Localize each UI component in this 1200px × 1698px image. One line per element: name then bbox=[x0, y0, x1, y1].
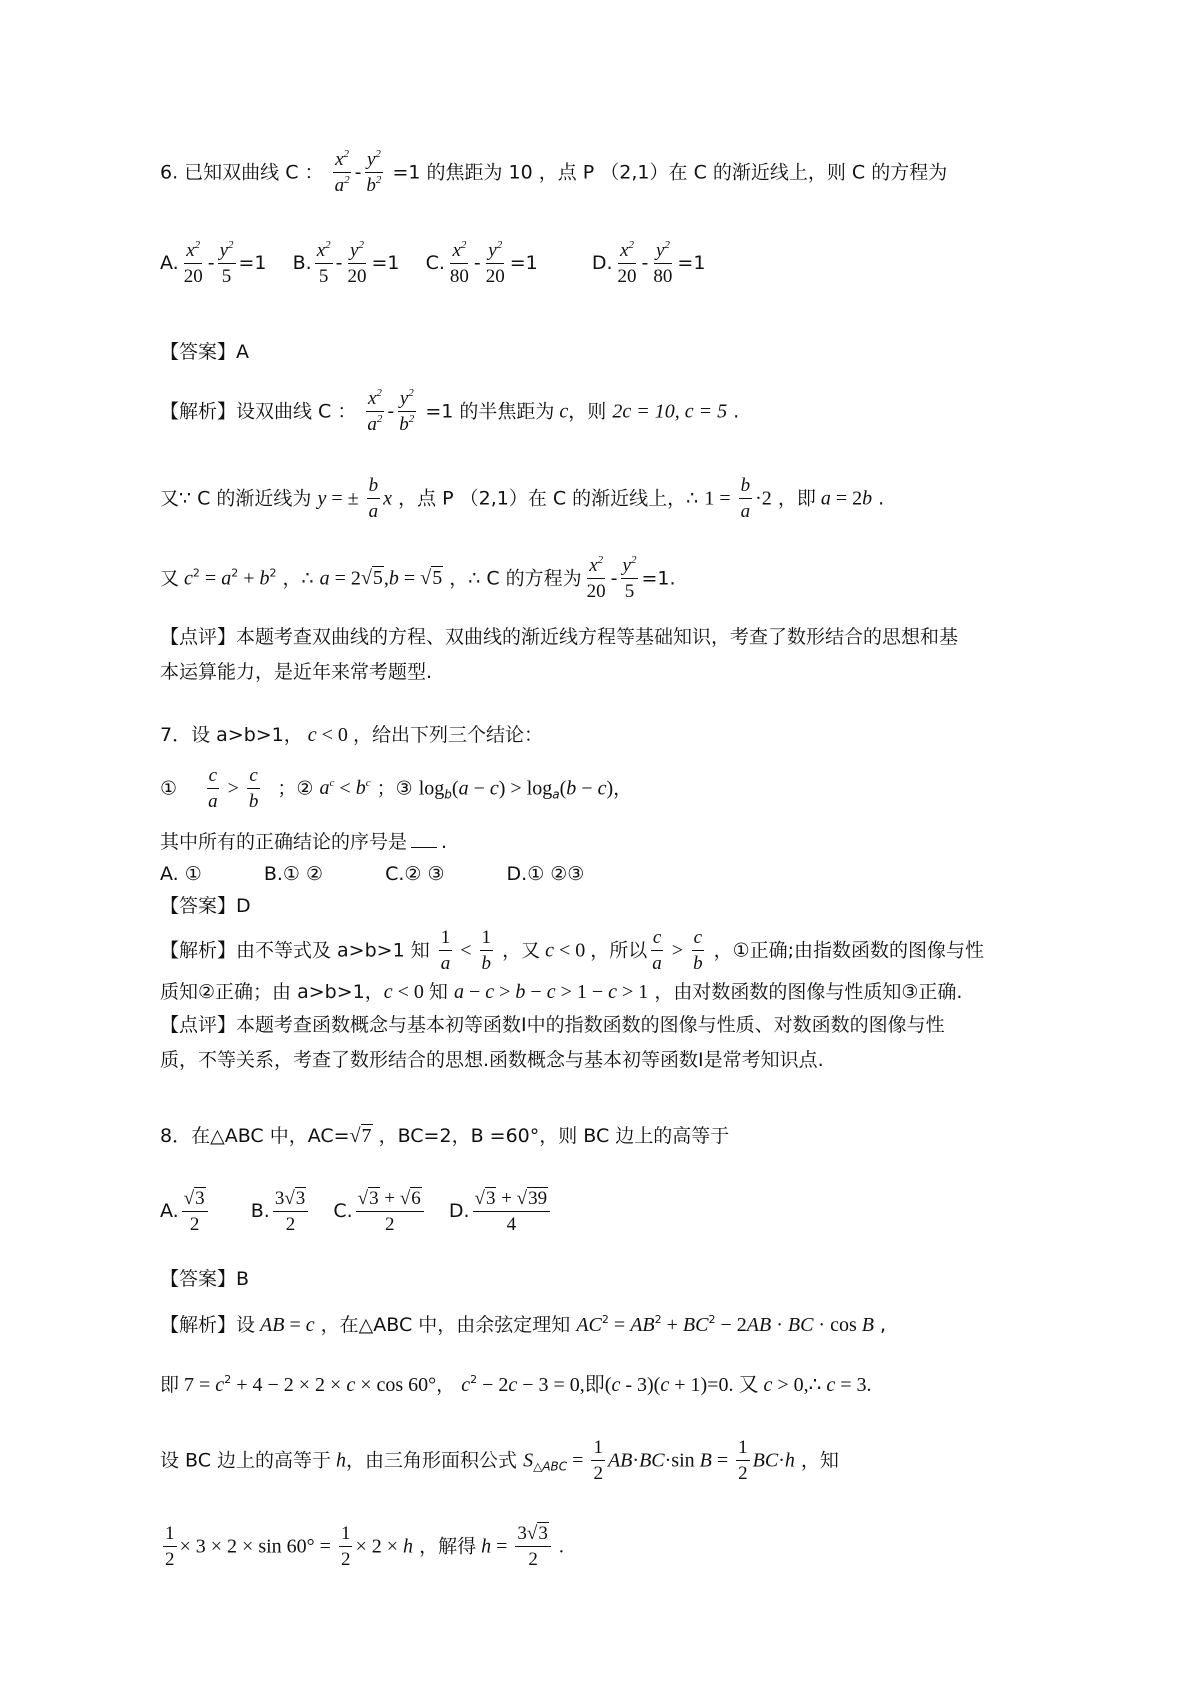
q6-analysis-3: 又 $c^2 = a^2 + b^2$ ，∴ a = 2√5,b = √5 ，∴ C 的方程为 $\frac{x^2}{20}$ - $\frac{y^2}{5}$ =1. bbox=[160, 554, 676, 602]
q6-option-d: D. $\frac{x^2}{20}$ - $\frac{y^2}{80}$ =1 bbox=[591, 239, 706, 287]
q6-option-b: B. $\frac{x^2}{5}$ - $\frac{y^2}{20}$ =1 bbox=[292, 239, 400, 287]
q8-option-c: C. $\frac{√3 + √6}{2}$ bbox=[333, 1200, 426, 1222]
frac-y2-b2: $\frac{y^2}{b^2}$ bbox=[366, 148, 382, 196]
q7-comment-1: 【点评】本题考查函数概念与基本初等函数Ⅰ中的指数函数的图像与性质、对数函数的图像与性 bbox=[160, 1014, 945, 1036]
q6-stem-prefix: 6. 已知双曲线 C ： bbox=[160, 161, 324, 184]
q7-answer: 【答案】D bbox=[160, 895, 251, 917]
q6-comment-2: 本运算能力，是近年来常考题型. bbox=[160, 661, 433, 683]
q8-analysis-2: 即 $7 = c^2 + 4 - 2 \times 2 \times c \times \cos 60^\circ$， $c^2 - 2c - 3 = 0$,即(c - 3)(c + 1)=0. 又 c > 0,∴ c = 3. bbox=[160, 1373, 872, 1396]
q6-comment-1: 【点评】本题考查双曲线的方程、双曲线的渐近线方程等基础知识，考查了数形结合的思想和基 bbox=[160, 626, 959, 648]
q6-options bbox=[160, 241, 705, 287]
q6-option-c: C. $\frac{x^2}{80}$ - $\frac{y^2}{20}$ =1 bbox=[425, 239, 538, 287]
q7-comment-2: 质，不等关系，考查了数形结合的思想.函数概念与基本初等函数Ⅰ是常考知识点. bbox=[160, 1049, 824, 1071]
q7-analysis-1: 【解析】由不等式及 a>b>1 知 $\frac{1}{a}$ < $\frac{1}{b}$ ，又 c < 0 ，所以 $\frac{c}{a}$ > $\frac{c}{b}$ ，①正确;由指数函数的图像与性 bbox=[160, 927, 985, 974]
q6-stem-suffix: =1 的焦距为 10 ，点 P （2,1）在 C 的渐近线上，则 C 的方程为 bbox=[392, 161, 948, 184]
q8-options bbox=[160, 1189, 553, 1235]
q7-conclusions: ① $\frac{c}{a}$ > $\frac{c}{b}$ ；② $a^c < b^c$ ；③ $\log_b(a - c) > \log_a(b - c)$， bbox=[160, 765, 633, 812]
q7-options: A. ① B.① ② C.② ③ D.① ②③ bbox=[160, 863, 585, 885]
q6-analysis-1: 【解析】设双曲线 C ： $\frac{x^2}{a^2}$ - $\frac{y^2}{b^2}$ =1 的半焦距为 c，则 2c = 10, c = 5 . bbox=[160, 387, 740, 435]
q8-option-b: B. $\frac{3√3}{2}$ bbox=[251, 1200, 312, 1222]
q6-answer: 【答案】A bbox=[160, 341, 249, 363]
q7-prompt: 其中所有的正确结论的序号是 . bbox=[160, 831, 448, 853]
q8-analysis-4: $\frac{1}{2}$ × 3 × 2 × sin 60° = $\frac{1}{2}$ × 2 × h ，解得 h = $\frac{3√3}{2}$ . bbox=[165, 1523, 564, 1570]
q8-stem: 8．在△ABC 中，AC=√7 ，BC=2，B =60°，则 BC 边上的高等于 bbox=[160, 1125, 730, 1147]
q7-stem: 7．设 a>b>1， c < 0 ，给出下列三个结论： bbox=[160, 724, 543, 746]
q8-analysis-3: 设 BC 边上的高等于 h，由三角形面积公式 $S_{\triangle ABC}$ = $\frac{1}{2}$ AB·BC·sin B = $\frac{1}{2}$ BC·h ，知 bbox=[160, 1437, 839, 1484]
q6-stem: 6. 已知双曲线 C ： $\frac{x^2}{a^2}$ - $\frac{y^2}{b^2}$ =1 的焦距为 10 ，点 P （2,1）在 C 的渐近线上，则 C 的方程为 bbox=[160, 148, 948, 196]
frac-x2-a2: $\frac{x^2}{a^2}$ bbox=[334, 148, 350, 196]
q8-option-d: D. $\frac{√3 + √39}{4}$ bbox=[449, 1200, 553, 1222]
q8-option-a: A. $\frac{√3}{2}$ bbox=[160, 1200, 211, 1222]
q6-analysis-2: 又∵ C 的渐近线为 y = ± $\frac{b}{a}$ x ，点 P （2,1）在 C 的渐近线上，∴ 1 = $\frac{b}{a}$ ·2 ，即 a = 2b . bbox=[160, 475, 885, 522]
q8-analysis-1: 【解析】设 AB = c ，在△ABC 中，由余弦定理知 $AC^2 = AB^2 + BC^2 - 2AB$ · BC · cos B , bbox=[160, 1313, 887, 1336]
q6-option-a: A. $\frac{x^2}{20}$ - $\frac{y^2}{5}$ =1 bbox=[160, 239, 267, 287]
q8-answer: 【答案】B bbox=[160, 1268, 250, 1290]
q7-analysis-2: 质知②正确；由 a>b>1，c < 0 知 a − c > b − c > 1 − c > 1 ，由对数函数的图像与性质知③正确. bbox=[160, 981, 963, 1003]
